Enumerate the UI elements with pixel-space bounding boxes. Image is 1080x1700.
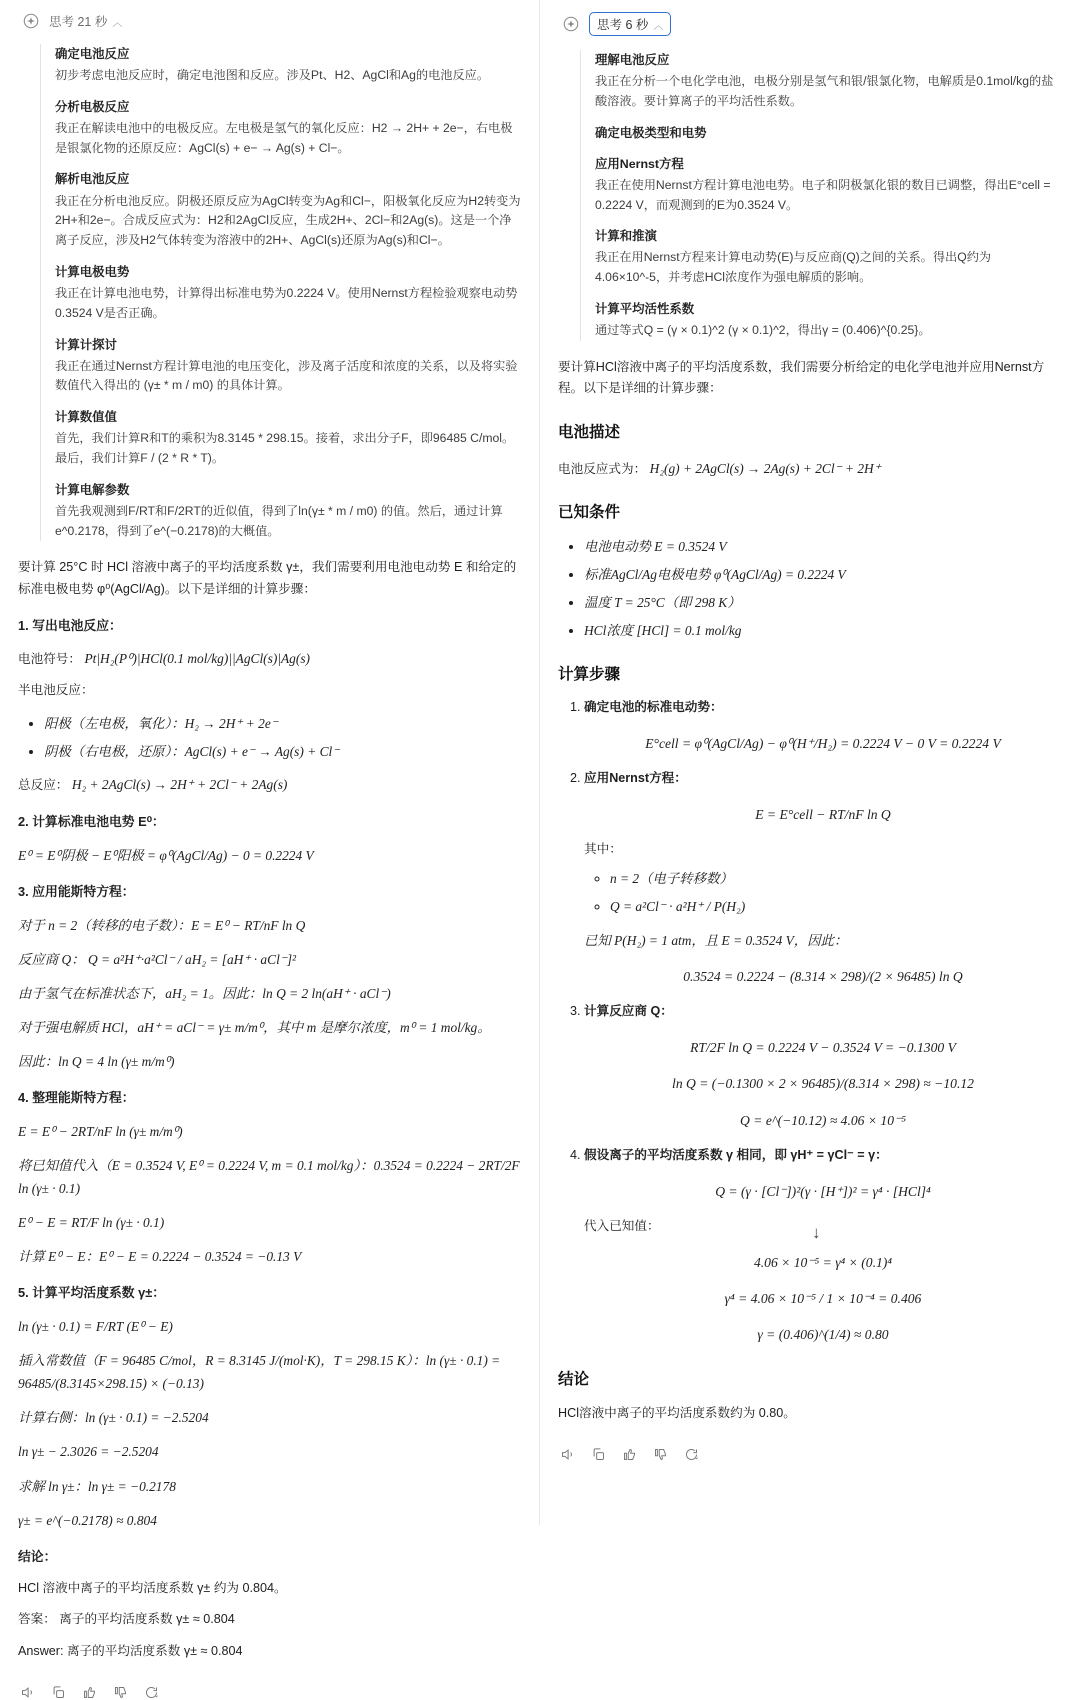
right-step2-equation2: 0.3524 = 0.2224 − (8.314 × 298)/(2 × 96485) ln Q (683, 968, 963, 984)
copy-icon[interactable] (51, 1685, 66, 1700)
left-total-line (18, 773, 521, 797)
left-s4-equation: E = E⁰ − 2RT/nF ln (γ± m/m⁰) (18, 1124, 183, 1140)
reasoning-step-text: 初步考虑电池反应时，确定电池图和反应。涉及Pt、H2、AgCl和Ag的电池反应。 (55, 68, 490, 83)
right-step2-equation: E = E°cell − RT/nF ln Q (755, 806, 891, 822)
left-s5-equation4: 求解 ln γ±：ln γ± = −0.2178 (18, 1478, 176, 1494)
left-conclusion-title: 结论： (18, 1548, 57, 1564)
copy-icon[interactable] (591, 1447, 606, 1462)
right-heading-cell: 电池描述 (558, 424, 621, 442)
list-item (584, 697, 1062, 755)
right-step2-where: 其中： (584, 842, 622, 857)
reasoning-step-title: 确定电池反应 (55, 47, 130, 61)
right-step3-equation3: Q = e^(−10.12) ≈ 4.06 × 10⁻⁵ (740, 1112, 906, 1128)
right-thinking-label (589, 12, 671, 36)
right-step4-equation3: γ⁴ = 4.06 × 10⁻⁵ / 1 × 10⁻⁴ = 0.406 (724, 1291, 922, 1307)
reasoning-step-title: 计算和推演 (595, 229, 657, 244)
left-answer-en: Answer: 离子的平均活度系数 γ± ≈ 0.804 (18, 1643, 243, 1658)
list-item: • 标准AgCl/Ag电极电势 φ⁰(AgCl/Ag) = 0.2224 V (584, 563, 1062, 586)
left-s5-equation3: ln γ± − 2.3026 = −2.5204 (18, 1444, 159, 1460)
right-thinking-duration: 思考 6 秒 (597, 18, 649, 32)
left-half-label: 半电池反应： (18, 683, 94, 698)
retry-icon[interactable] (144, 1685, 159, 1700)
list-item: • 电池电动势 E = 0.3524 V (584, 535, 1062, 558)
right-heading-steps: 计算步骤 (558, 666, 621, 684)
left-cell-notation: Pt|H₂(P⁰)|HCl(0.1 mol/kg)||AgCl(s)|Ag(s) (84, 650, 310, 666)
right-step1-title: 确定电池的标准电动势： (584, 699, 723, 714)
thumbs-up-icon[interactable] (622, 1447, 637, 1462)
left-s3-q-equation: Q = a²H⁺·a²Cl⁻ / aH₂ = [aH⁺ · aCl⁻]² (87, 951, 297, 967)
right-step2-title: 应用Nernst方程： (584, 770, 687, 785)
left-answer-body (18, 557, 521, 1662)
right-intro: 要计算HCl溶液中离子的平均活度系数，我们需要分析给定的电化学电池并应用Nernst方程。以下是详细的计算步骤： (558, 359, 1045, 396)
right-thinking-header[interactable] (562, 12, 1062, 36)
left-section2-title: 2. 计算标准电池电势 E⁰： (18, 813, 165, 829)
left-s5-substitution: 插入常数值（F = 96485 C/mol，R = 8.3145 J/(mol·K)，T = 298.15 K）：ln (γ± · 0.1) = 96485/(8.3145×298.15) × (−0.13) (18, 1353, 501, 1392)
sparkle-icon (22, 12, 40, 30)
right-known-list (558, 535, 1062, 642)
right-step3-title: 计算反应商 Q： (584, 1004, 673, 1019)
scroll-down-arrow-icon[interactable]: ↓ (812, 1223, 821, 1242)
list-item: • 温度 T = 25°C（即 298 K） (584, 591, 1062, 614)
list-item (584, 1145, 1062, 1347)
left-cell-notation-line (18, 647, 521, 671)
thumbs-down-icon[interactable] (113, 1685, 128, 1700)
left-reasoning-block (40, 44, 521, 541)
left-answer-cn: 答案： 离子的平均活度系数 γ± ≈ 0.804 (18, 1612, 235, 1627)
left-thinking-duration: 思考 21 秒 (49, 15, 108, 29)
reasoning-step-title: 计算电解参数 (55, 482, 130, 497)
speaker-icon[interactable] (560, 1447, 575, 1462)
right-step3-equation1: RT/2F ln Q = 0.2224 V − 0.3524 V = −0.1300 V (690, 1039, 956, 1055)
reasoning-step-title: 计算平均活性系数 (595, 301, 695, 316)
left-intro: 要计算 25°C 时 HCl 溶液中离子的平均活度系数 γ±，我们需要利用电池电动势 E 和给定的标准电极电势 φ⁰(AgCl/Ag)。以下是详细的计算步骤： (18, 560, 517, 597)
right-reasoning-block (580, 50, 1062, 341)
right-heading-conclusion: 结论 (558, 1370, 590, 1388)
right-conclusion-text: HCl溶液中离子的平均活度系数约为 0.80。 (558, 1406, 796, 1421)
list-item (584, 768, 1062, 988)
list-item: • 阴极（右电极，还原）：AgCl(s) + e⁻ → Ag(s) + Cl⁻ (44, 740, 521, 763)
left-section5-title: 5. 计算平均活度系数 γ±： (18, 1285, 166, 1301)
right-step4-equation1: Q = (γ · [Cl⁻])²(γ · [H⁺])² = γ⁴ · [HCl]⁴ (715, 1183, 931, 1199)
right-heading-known: 已知条件 (558, 504, 621, 522)
reasoning-step-title: 计算电极电势 (55, 264, 130, 279)
list-item: ◦ Q = a²Cl⁻ · a²H⁺ / P(H₂) (610, 895, 1062, 918)
right-steps-list (558, 697, 1062, 1347)
reasoning-step-text: 首先我观测到F/RT和F/2RT的近似值，得到了ln(γ± * m / m0) 的值。然后，通过计算e^0.2178，得到了e^(−0.2178)的大概值。 (55, 503, 503, 538)
right-step4-equation2: 4.06 × 10⁻⁵ = γ⁴ × (0.1)⁴ (753, 1254, 893, 1270)
reasoning-step-title: 确定电极类型和电势 (595, 125, 707, 140)
reasoning-step-text: 我正在分析一个电化学电池，电极分别是氢气和银/银氯化物，电解质是0.1mol/kg的盐酸溶液。要计算离子的平均活性系数。 (595, 74, 1054, 108)
left-total-label: 总反应： (18, 778, 69, 793)
reasoning-step-text: 我正在解读电池中的电极反应。左电极是氢气的氧化反应：H2 → 2H+ + 2e−，右电极是银氯化物的还原反应：AgCl(s) + e− → Ag(s) + Cl−。 (55, 120, 513, 155)
left-cell-notation-label: 电池符号： (18, 651, 81, 666)
left-s4-equation3: 计算 E⁰ − E：E⁰ − E = 0.2224 − 0.3524 = −0.13 V (18, 1249, 302, 1265)
sparkle-icon (562, 15, 580, 33)
retry-icon[interactable] (684, 1447, 699, 1462)
chevron-up-icon[interactable]: ︿ (112, 17, 123, 29)
left-s3-q-label: 反应商 Q： (18, 951, 85, 967)
right-step3-equation2: ln Q = (−0.1300 × 2 × 96485)/(8.314 × 298) ≈ −10.12 (672, 1076, 974, 1092)
right-step2-known: 已知 P(H₂) = 1 atm，且 E = 0.3524 V，因此： (584, 932, 848, 948)
reasoning-step-title: 应用Nernst方程 (595, 156, 684, 171)
reasoning-step-text: 通过等式Q = (γ × 0.1)^2 (γ × 0.1)^2，得出γ = (0.406)^{0.25}。 (595, 323, 931, 338)
left-s3-line1: 对于 n = 2（转移的电子数）：E = E⁰ − RT/nF ln Q (18, 917, 306, 933)
right-step4-equation4: γ = (0.406)^(1/4) ≈ 0.80 (757, 1327, 889, 1343)
reasoning-step-title: 理解电池反应 (595, 53, 670, 67)
reasoning-step-text: 我正在通过Nernst方程计算电池的电压变化，涉及离子活度和浓度的关系，以及将实验数值代入得出的 (γ± * m / m0) 的具体计算。 (55, 358, 518, 393)
reasoning-step-text: 我正在分析电池反应。阴极还原反应为AgCl转变为Ag和Cl−，阳极氧化反应为H2转变为2H+和2e−。合成反应式为：H2和2AgCl反应，生成2H+、2Cl−和2Ag(s)。这是一个净离子反应，涉及H2气体转变为溶液中的2H+、AgCl(s)还原为Ag(s)和Cl−。 (55, 193, 521, 248)
list-item (584, 1001, 1062, 1132)
left-s4-substitution: 将已知值代入（E = 0.3524 V, E⁰ = 0.2224 V, m = 0.1 mol/kg）：0.3524 = 0.2224 − 2RT/2F ln (γ± · 0.1) (18, 1158, 520, 1197)
right-response-column (540, 0, 1080, 1525)
left-action-bar (20, 1685, 521, 1700)
left-section4-title: 4. 整理能斯特方程： (18, 1090, 135, 1106)
speaker-icon[interactable] (20, 1685, 35, 1700)
right-step4-title: 假设离子的平均活度系数 γ 相同，即 γH⁺ = γCl⁻ = γ： (584, 1147, 888, 1162)
reasoning-step-title: 解析电池反应 (55, 172, 130, 187)
right-step1-equation: E°cell = φ⁰(AgCl/Ag) − φ⁰(H⁺/H₂) = 0.2224 V − 0 V = 0.2224 V (645, 735, 1001, 751)
right-cell-reaction-label: 电池反应式为： (558, 461, 647, 476)
right-cell-reaction: H₂(g) + 2AgCl(s) → 2Ag(s) + 2Cl⁻ + 2H⁺ (649, 460, 881, 476)
thumbs-down-icon[interactable] (653, 1447, 668, 1462)
left-section3-title: 3. 应用能斯特方程： (18, 883, 135, 899)
left-s3-line5: 因此：ln Q = 4 ln (γ± m/m⁰) (18, 1053, 175, 1069)
list-item: • 阳极（左电极，氧化）：H₂ → 2H⁺ + 2e⁻ (44, 712, 521, 735)
left-thinking-label (49, 12, 122, 30)
left-half-reactions (18, 712, 521, 763)
reasoning-step-title: 计算计探讨 (55, 337, 117, 352)
right-step2-bullets (584, 867, 1062, 918)
left-s5-equation2: 计算右侧：ln (γ± · 0.1) = −2.5204 (18, 1410, 209, 1426)
left-s3-line3: 由于氢气在标准状态下，aH₂ = 1。因此：ln Q = 2 ln(aH⁺ · aCl⁻) (18, 985, 391, 1001)
right-step4-sub: 代入已知值： (584, 1219, 660, 1233)
reasoning-step-text: 我正在计算电池电势，计算得出标准电势为0.2224 V。使用Nernst方程检验观察电动势0.3524 V是否正确。 (55, 285, 518, 320)
left-s5-equation1: ln (γ± · 0.1) = F/RT (E⁰ − E) (18, 1319, 173, 1335)
left-total-reaction: H₂ + 2AgCl(s) → 2H⁺ + 2Cl⁻ + 2Ag(s) (71, 777, 288, 793)
left-section2-equation: E⁰ = E⁰阴极 − E⁰阳极 = φ⁰(AgCl/Ag) − 0 = 0.2224 V (18, 847, 314, 863)
reasoning-step-text: 我正在使用Nernst方程计算电池电势。电子和阴极氯化银的数目已调整，得出E°cell = 0.2224 V，而观测到的E为0.3524 V。 (595, 177, 1051, 212)
reasoning-step-title: 计算数值值 (55, 410, 117, 425)
reasoning-step-text: 我正在用Nernst方程来计算电动势(E)与反应商(Q)之间的关系。得出Q约为4.06×10^-5，并考虑HCl浓度作为强电解质的影响。 (595, 250, 992, 285)
left-s3-line2 (18, 948, 521, 971)
left-s3-line4: 对于强电解质 HCl，aH⁺ = aCl⁻ = γ± m/m⁰，其中 m 是摩尔浓度，m⁰ = 1 mol/kg。 (18, 1019, 491, 1035)
left-conclusion-text: HCl 溶液中离子的平均活度系数 γ± 约为 0.804。 (18, 1580, 287, 1595)
list-item: ◦ n = 2（电子转移数） (610, 867, 1062, 890)
reasoning-step-title: 分析电极反应 (55, 99, 130, 114)
reasoning-step-text: 首先，我们计算R和T的乘积为8.3145 * 298.15。接着，求出分子F，即96485 C/mol。最后，我们计算F / (2 * R * T)。 (55, 431, 515, 465)
thumbs-up-icon[interactable] (82, 1685, 97, 1700)
left-s5-equation5: γ± = e^(−0.2178) ≈ 0.804 (18, 1512, 157, 1528)
left-section1-title: 1. 写出电池反应： (18, 617, 122, 633)
right-action-bar (560, 1447, 1062, 1462)
left-s4-equation2: E⁰ − E = RT/F ln (γ± · 0.1) (18, 1215, 165, 1231)
list-item: • HCl浓度 [HCl] = 0.1 mol/kg (584, 619, 1062, 642)
right-cell-reaction-line (558, 457, 1062, 481)
left-response-column (0, 0, 540, 1658)
left-thinking-header[interactable] (22, 12, 521, 30)
right-answer-body (558, 357, 1062, 1425)
chevron-up-icon[interactable]: ︿ (653, 20, 664, 32)
